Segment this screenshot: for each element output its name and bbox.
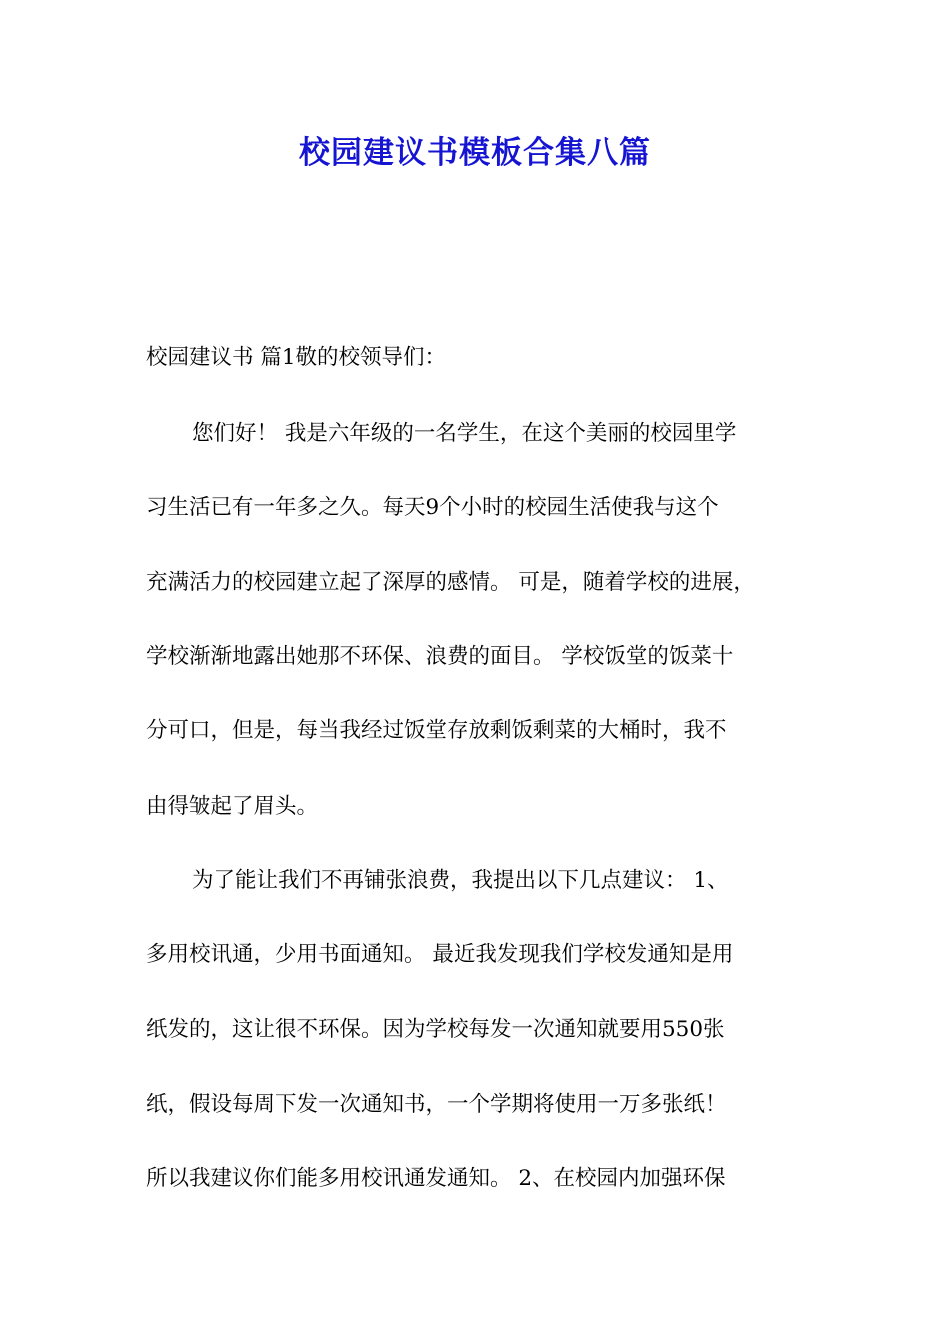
text-line-11: 纸，假设每周下发一次通知书，一个学期将使用一万多张纸！ (146, 1092, 727, 1117)
text-line-1: 校园建议书 篇1敬的校领导们： (146, 345, 447, 370)
text-line-9: 多用校讯通，少用书面通知。 最近我发现我们学校发通知是用 (146, 942, 734, 967)
document-title: 校园建议书模板合集八篇 (299, 135, 651, 171)
text-line-8: 为了能让我们不再铺张浪费，我提出以下几点建议： 1、 (192, 868, 729, 893)
text-line-6: 分可口，但是，每当我经过饭堂存放剩饭剩菜的大桶时，我不 (146, 718, 727, 743)
text-line-3: 习生活已有一年多之久。每天9个小时的校园生活使我与这个 (146, 495, 719, 520)
text-line-4: 充满活力的校园建立起了深厚的感情。 可是，随着学校的进展， (146, 570, 755, 595)
text-line-2: 您们好！ 我是六年级的一名学生，在这个美丽的校园里学 (192, 421, 737, 446)
text-line-7: 由得皱起了眉头。 (146, 794, 319, 819)
text-line-12: 所以我建议你们能多用校讯通发通知。 2、在校园内加强环保 (146, 1166, 726, 1191)
text-line-10: 纸发的，这让很不环保。因为学校每发一次通知就要用550张 (146, 1017, 725, 1042)
text-line-5: 学校渐渐地露出她那不环保、浪费的面目。 学校饭堂的饭菜十 (146, 644, 734, 669)
